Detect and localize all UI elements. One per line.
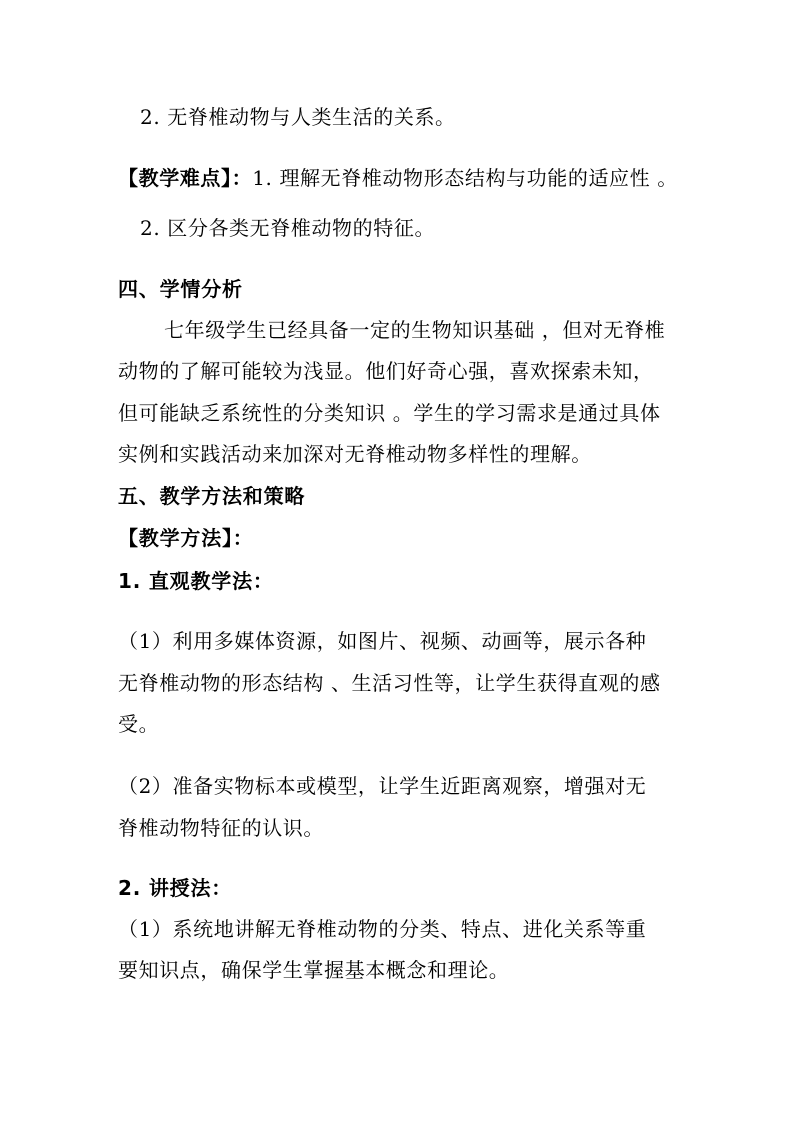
teaching-methods-label: 【教学方法】： bbox=[118, 526, 254, 550]
section-4-paragraph-line: 但可能缺乏系统性的分类知识 。学生的学习需求是通过具体 bbox=[118, 401, 661, 425]
method-1-title: 1. 直观教学法： bbox=[118, 569, 274, 593]
difficulty-line-1 bbox=[118, 165, 678, 191]
method-1-point-2-line: （2）准备实物标本或模型，让学生近距离观察，增强对无 bbox=[118, 774, 647, 798]
method-2-point-1-line: （1）系统地讲解无脊椎动物的分类、特点、进化关系等重 bbox=[118, 917, 647, 941]
method-1-point-2-line: 脊椎动物特征的认识。 bbox=[118, 816, 324, 840]
section-4-paragraph-line: 动物的了解可能较为浅显。他们好奇心强，喜欢探索未知， bbox=[118, 359, 654, 383]
section-4-paragraph-line: 七年级学生已经具备一定的生物知识基础 ，但对无脊椎 bbox=[164, 318, 666, 342]
section-4-heading: 四、学情分析 bbox=[118, 277, 243, 301]
method-1-point-1-line: 受。 bbox=[118, 712, 160, 736]
method-2-title: 2. 讲授法： bbox=[118, 876, 233, 900]
method-2-point-1-line: 要知识点，确保学生掌握基本概念和理论。 bbox=[118, 958, 510, 982]
method-1-point-1-line: 无脊椎动物的形态结构 、生活习性等，让学生获得直观的感 bbox=[118, 671, 661, 695]
section-5-heading: 五、教学方法和策略 bbox=[118, 484, 306, 508]
difficulty-label: 【教学难点】： bbox=[118, 166, 253, 190]
method-1-point-1-line: （1）利用多媒体资源，如图片、视频、动画等，展示各种 bbox=[118, 629, 647, 653]
difficulty-item-1: 1. 理解无脊椎动物形态结构与功能的适应性 。 bbox=[252, 166, 678, 190]
key-point-item-2: 2. 无脊椎动物与人类生活的关系。 bbox=[140, 105, 456, 129]
section-4-paragraph-line: 实例和实践活动来加深对无脊椎动物多样性的理解。 bbox=[118, 442, 592, 466]
difficulty-item-2: 2. 区分各类无脊椎动物的特征。 bbox=[140, 216, 436, 240]
